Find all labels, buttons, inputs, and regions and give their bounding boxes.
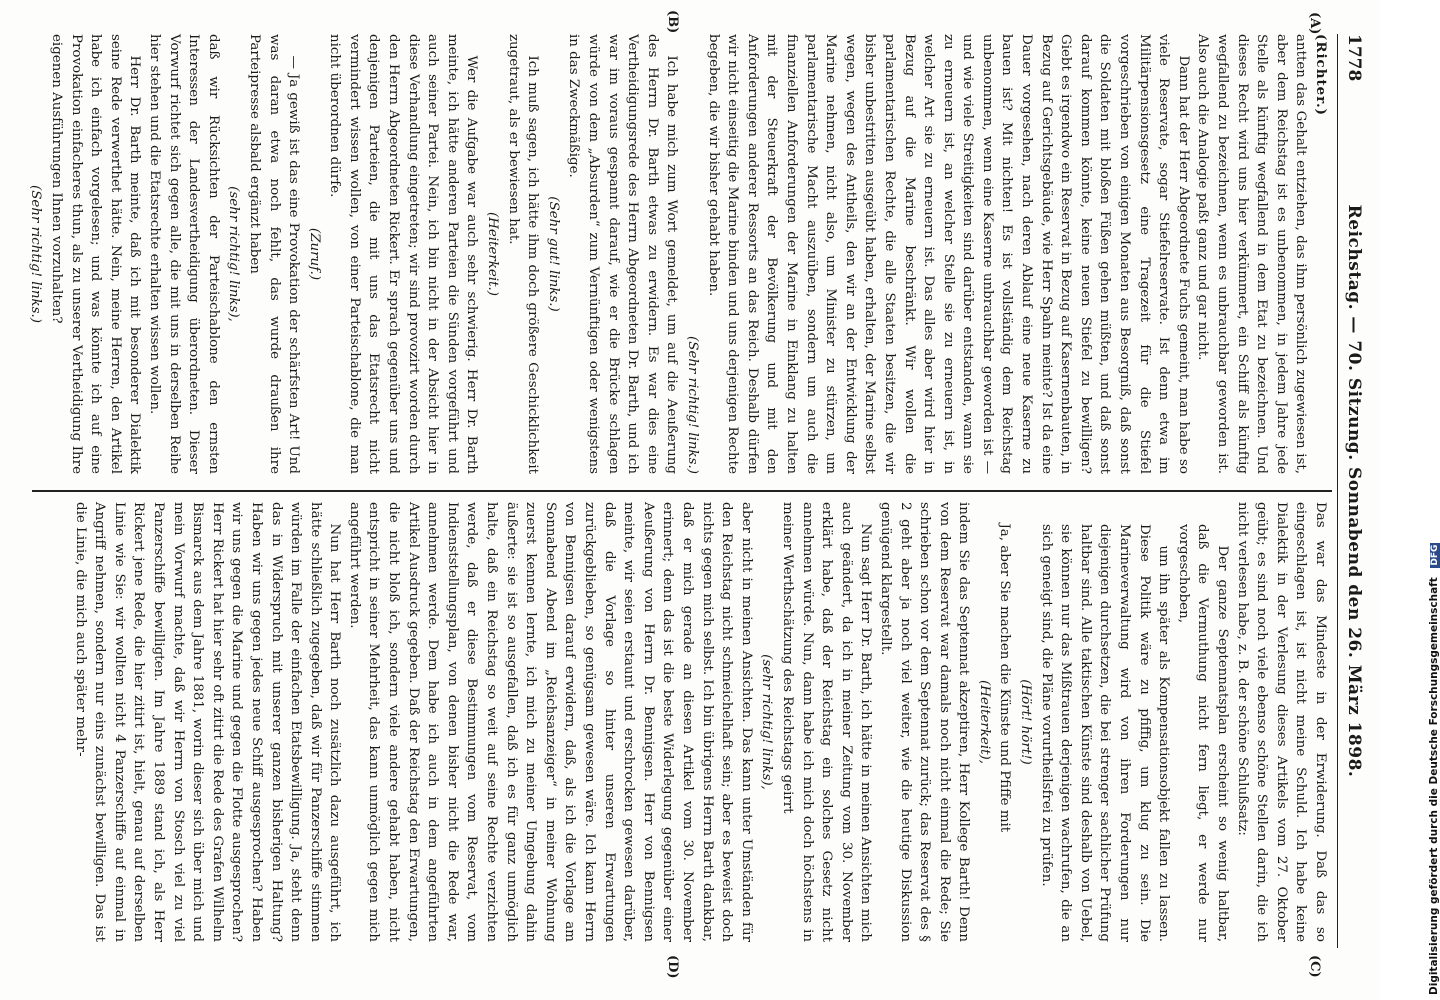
paragraph: indem Sie das Septennat akzeptiren, Herr Kollege Barth! Denn von dem Reservat war damals noch nicht einmal die Rede; Sie schrieben schon vor dem Septennat zurück; das Reservat des § 2 geht aber ja noch viel weiter, wie die heutige Diskussion genügend klargestellt.: [877, 502, 972, 942]
column-divider: [32, 490, 1332, 492]
interjection: (Sehr richtig! links.): [685, 336, 700, 474]
paragraph: daß wir Rücksichten der Parteischablone den ernsten Interessen der Landesvertheidigung überordneten. Dieser Vorwurf richtet sich gegen alle, die mit uns in derselben Reihe hier stehen und die Etatsrechte erhalten wissen wollen.: [146, 34, 221, 474]
paragraph: Das war das Mindeste in der Erwiderung. Daß das so eingeschlagen ist, ist nicht meine Schuld. Ich habe keine Dialektik in der Verlesung dieses Artikels vom 27. Oktober geübt; es sind noch viele ebenso schöne Stellen darin, die ich nicht verlesen habe, z. B. der schöne Schlußsatz:: [1234, 502, 1328, 942]
page-number: 1778: [1344, 34, 1364, 82]
digitization-footer: [1404, 0, 1440, 1000]
paragraph: Dann hat der Herr Abgeordnete Fuchs gemeint, man habe so viele Reservate, sogar Stiefelreservate. Ist denn etwa im Militärpensionsgesetz eine Tragezeit für die Stiefel vorgeschrieben von einigen Monaten aus Besorgniß, daß sonst die Soldaten mit bloßen Füßen gehen müßten, und daß sonst darauf kommen könnte, keine neuen Stiefel zu bewilligen? Giebt es irgendwo ein Reservat in Bezug auf Kasernenbauten, in Bezug auf Gerichtsgebäude, wie Herr Spahn meinte? Ist da eine Dauer vorgesehen, nach deren Ablauf eine neue Kaserne zu bauen ist? Mit nichten! Es ist vollständig dem Reichstag unbenommen, wenn eine Kaserne unbrauchbar geworden ist — und wie viele Streitigkeiten sind darüber entstanden, wann sie zu erneuern ist, an welcher Stelle sie zu erneuern ist, in welcher Art sie zu erneuern ist. Das alles aber wird hier in Bezug auf die Marine beschränkt. Wir wollen die parlamentarischen Rechte, die alle Staaten besitzen, die wir bisher unbestritten ausgeübt haben, erhalten, der Marine selbst wegen, wegen des Antheils, den wir an der Entwicklung der Marine nehmen, nicht also, um Minister zu stürzen, um parlamentarische Macht auszuüben, sondern um auch die finanziellen Anforderungen der Marine in Einklang zu halten mit der Steuerkraft der Bevölkerung und mit den Anforderungen anderer Ressorts an das Reich. Deshalb dürfen wir nicht einseitig die Marine binden und uns derjenigen Rechte begeben, die wir bisher gehabt haben.: [705, 34, 1191, 474]
interjection: (Hört! hört!): [1018, 679, 1034, 765]
margin-letter-c: (C): [1307, 955, 1322, 978]
left-column: [28, 34, 1330, 474]
paragraph: Wer die Aufgabe war auch sehr schwierig. Herr Dr. Barth meinte, ich hätte anderen Parteien die Sünden vorgeführt und auch seiner Partei. Nein, ich bin nicht in der Absicht hier in diese Verhandlung eingetreten; wir sind provozirt worden durch den Herrn Abgeordneten Rickert. Er sprach gegenüber uns und denjenigen Parteien, die mit uns das Etatsrecht nicht vermindert wissen wollen, von einer Parteischablone, die man nicht überordnen dürfe.: [327, 34, 480, 474]
paragraph: Nun hat Herr Barth noch zusätzlich dazu ausgeführt, ich hätte schließlich zugegeben, daß wir für Panzerschiffe stimmen würden im Falle der einfachen Etatsbewilligung. Ja, steht denn das in Widerspruch mit unserer ganzen bisherigen Haltung? Haben wir uns gegen jedes neue Schiff ausgesprochen? Haben wir uns gegen die Marine und gegen die Flotte ausgesprochen? Herr Rickert hat hier sehr oft zitirt die Rede des Grafen Wilhelm Bismarck aus dem Jahre 1881, worin dieser sich über mich und mein Vorwurf machte, daß wir Herrn von Stosch viel zu viel Panzerschiffe bewilligten. Im Jahre 1889 stand ich, als Herr Rickert jene Rede, die hier zitirt ist, hielt, genau auf derselben Linie wie Sie: wir wollten nicht 4 Panzerschiffe auf einmal in Angriff nehmen, sondern nur eins zunächst bewilligen. Das ist die Linie, die mich auch später mehr-: [72, 502, 343, 942]
paragraph: — Ja gewiß ist das eine Provokation der schärfsten Art! Und was daran etwa noch fehlt, das wurde draußen ihre Parteipresse alsbald ergänzt haben: [246, 34, 302, 474]
speaker-label: (Richter.): [1313, 34, 1329, 116]
paragraph: Ich muß sagen, ich hätte ihm doch größere Geschicklichkeit zugetraut, als er bewiesen hat.: [505, 34, 541, 474]
interjection: (sehr richtig! links),: [226, 186, 242, 322]
margin-letter-b: (B): [665, 10, 680, 34]
dfg-logo: DFG: [1430, 544, 1440, 566]
interjection: (Heiterkeit),: [976, 680, 992, 764]
interjection: (Sehr gut! links.): [545, 196, 561, 312]
paragraph: aber nicht in meinen Ansichten. Das kann unter Umständen für den Reichstag nicht schmeichelhaft sein; aber es beweist doch nichts gegen mich selbst. Ich bin übrigens Herrn Barth dankbar, daß er mich gerade an diesen Artikel vom 30. November erinnert; denn das ist die beste Widerlegung gegenüber einer Aeußerung von Herrn Dr. Bennigsen. Herr von Bennigsen meinte, wir seien erstaunt und erschrocken gewesen darüber, daß die Vorlage so hinter unseren Erwartungen zurückgeblieben, so genügsam gewesen wäre. Ich kann Herrn von Bennigsen darauf erwidern, daß, als ich die Vorlage am Sonnabend Abend im „Reichsanzeiger“ in meiner Wohnung zuerst kennen lernte, ich mich zu meiner Umgebung dahin äußerte: sie ist so ausgefallen, daß ich es für ganz unmöglich halte, daß ein Reichstag so weit auf seine Rechte verzichten werde, daß er diese Bestimmungen vom Reservat, vom Indienststellungsplan, von denen bisher nicht die Rede war, annehmen werde. Dem habe ich auch in dem angeführten Artikel Ausdruck gegeben. Daß der Reichstag den Erwartungen, die nicht bloß ich, sondern viele andere gehabt haben, nicht entspricht in seiner Mehrheit, das kann unmöglich gegen mich angeführt werden.: [346, 502, 754, 942]
interjection: (Sehr richtig! links.): [28, 185, 44, 323]
paragraph: Ja, aber Sie machen die Künste und Pfiffe mit: [997, 523, 1013, 833]
paragraph: Herr Dr. Barth meinte, daß ich mit besonderer Dialektik seine Rede verwerthet hätte. Nein, meine Herren, den Artikel habe ich einfach vorgelesen; und was könnte ich auf eine Provokation einfacheres thun, als zu unserer Vertheidigung Ihre eigenen Ausführungen Ihnen vorzuhalten?: [49, 34, 143, 474]
quotation: Der ganze Septennatsplan erscheint so wenig haltbar, daß die Vermuthung nicht fern liegt, er werde nur vorgeschoben,: [1175, 524, 1231, 942]
interjection: (Zuruf.): [306, 227, 322, 281]
margin-letter-d: (D): [665, 955, 680, 979]
quotation: um ihn später als Kompensationsobjekt fallen zu lassen. Diese Politik wäre zu pfiffig, um klug zu sein. Die Marineverwaltung wird von ihren Forderungen nur diejenigen durchsetzen, die bei strenger sachlicher Prüfung haltbar sind. Alle taktischen Künste sind deshalb von Uebel, sie können nur das Mißtrauen derjenigen wachrufen, die an sich geneigt sind, die Pläne vorurtheilsfrei zu prüfen.: [1038, 524, 1172, 942]
right-column: [40, 502, 1330, 942]
funding-note: Digitalisierung gefördert durch die Deutsche Forschungsgemeinschaft: [1428, 577, 1440, 995]
paragraph: antten das Gehalt entziehen, das ihm persönlich zugewiesen ist, aber dem Reichstag ist es unbenommen, in jedem Jahre jede Stelle als künftig wegfallend in dem Etat zu bezeichnen. Und dieses Recht wird uns hier verkümmert, ein Schiff als künftig wegfallend zu bezeichnen, wenn es unbrauchbar geworden ist. Also auch die Analogie paßt ganz und gar nicht.: [1195, 34, 1309, 474]
paragraph: Ich habe mich zum Wort gemeldet, um auf die Aeußerung des Herrn Dr. Barth etwas zu erwidern. Es war dies eine Vertheidigungsrede des Herrn Abgeordneten Dr. Barth, und ich war im voraus gespannt darauf, wie er die Brücke schlagen würde von dem „Absurden“ zum Vernünftigen oder wenigstens in das Zweckmäßige.: [566, 34, 680, 474]
paragraph: Nun sagt Herr Dr. Barth, ich hätte in meinen Ansichten mich auch geändert, da ich in meiner Zeitung vom 30. November erklärt habe, daß der Reichstag ein solches Gesetz nicht annehmen würde. Nun, dann habe ich mich doch höchstens in meiner Werthschätzung des Reichstags geirrt: [779, 502, 874, 942]
interjection: (sehr richtig! links),: [759, 654, 775, 790]
margin-letter-a: (A): [1307, 12, 1322, 35]
page-header: [1337, 34, 1368, 948]
interjection: (Heiterkeit.): [485, 212, 501, 296]
page-title: Reichstag. — 70. Sitzung. Sonnabend den 26. März 1898.: [1344, 204, 1364, 778]
